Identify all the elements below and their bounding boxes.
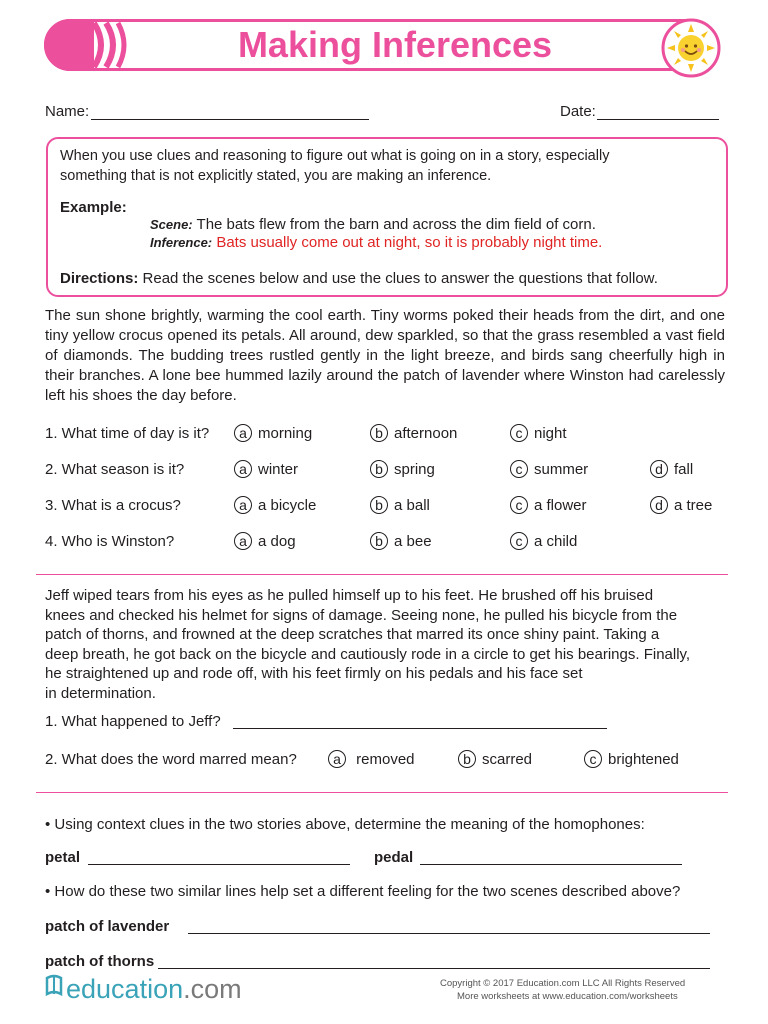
petal-answer[interactable]	[88, 864, 350, 865]
option-letter-circle: b	[370, 532, 388, 550]
option-text: a ball	[394, 497, 430, 514]
copyright-text: Copyright © 2017 Education.com LLC All Rights Reserved	[440, 978, 686, 989]
story1-question-4: 4. Who is Winston?	[45, 533, 175, 550]
story1-q1-option-a[interactable]	[234, 424, 312, 444]
story1-q2-option-a[interactable]	[234, 460, 298, 480]
education-logo-icon	[44, 974, 64, 1008]
option-letter-circle: d	[650, 460, 668, 478]
homophones-prompt: • Using context clues in the two stories above, determine the meaning of the homophones:	[45, 816, 645, 833]
date-field[interactable]	[597, 119, 719, 120]
story1-q2-option-b[interactable]	[370, 460, 435, 480]
feeling-prompt: • How do these two similar lines help set a different feeling for the two scenes described above?	[45, 883, 681, 900]
section-divider-2	[36, 792, 728, 793]
inference-text: Bats usually come out at night, so it is probably night time.	[216, 234, 603, 251]
section-divider-1	[36, 574, 728, 575]
lavender-label: patch of lavender	[45, 918, 170, 935]
story2-q2-option-a[interactable]	[328, 750, 415, 770]
option-letter-circle: b	[370, 496, 388, 514]
story2-line: knees and checked his helmet for signs of damage. Seeing none, he pulled his bicycle from the	[45, 606, 678, 624]
scene-line	[150, 216, 596, 233]
example-label: Example:	[60, 199, 127, 216]
story1-q3-option-a[interactable]	[234, 496, 316, 516]
education-brand: education	[66, 974, 184, 1004]
option-letter-circle: b	[370, 424, 388, 442]
story2-q2-option-c[interactable]	[584, 750, 679, 770]
inference-line	[150, 234, 602, 251]
option-text: morning	[258, 425, 313, 442]
pedal-label: pedal	[374, 849, 414, 866]
option-letter-circle: a	[234, 460, 252, 478]
pedal-answer[interactable]	[420, 864, 682, 865]
directions-label: Directions:	[60, 270, 139, 287]
education-logo	[44, 972, 242, 1008]
option-letter-circle: c	[510, 424, 528, 442]
petal-label: petal	[45, 849, 81, 866]
option-text: a flower	[534, 497, 587, 514]
story2-q2: 2. What does the word marred mean?	[45, 751, 297, 768]
inference-label: Inference:	[150, 235, 213, 250]
option-text: summer	[534, 461, 589, 478]
story1-q1-option-c[interactable]	[510, 424, 567, 444]
option-letter-circle: c	[510, 496, 528, 514]
story2-line: in determination.	[45, 684, 156, 702]
option-text: a tree	[674, 497, 713, 514]
story1-q3-option-c[interactable]	[510, 496, 587, 516]
option-text: winter	[258, 461, 299, 478]
option-text: brightened	[608, 751, 679, 768]
option-text: afternoon	[394, 425, 458, 442]
story1-q4-option-a[interactable]	[234, 532, 296, 552]
option-text: night	[534, 425, 567, 442]
story2-q2-option-b[interactable]	[458, 750, 532, 770]
story1-q3-option-b[interactable]	[370, 496, 430, 516]
story1-q2-option-d[interactable]	[650, 460, 693, 480]
story2-q1: 1. What happened to Jeff?	[45, 713, 221, 730]
option-letter-circle: a	[328, 750, 346, 768]
option-text: a child	[534, 533, 578, 550]
option-text: scarred	[482, 751, 533, 768]
scene-label: Scene:	[150, 217, 193, 232]
directions-line	[60, 270, 658, 287]
story1-q4-option-b[interactable]	[370, 532, 432, 552]
story1-q1-option-b[interactable]	[370, 424, 457, 444]
name-label: Name:	[45, 103, 90, 120]
education-brand-suffix: .com	[183, 974, 242, 1004]
option-letter-circle: a	[234, 532, 252, 550]
story2-line: he straightened up and rode off, with his feet firmly on his pedals and his face set	[45, 665, 583, 682]
lavender-answer[interactable]	[188, 933, 710, 934]
story1-question-2: 2. What season is it?	[45, 461, 185, 478]
directions-text: Read the scenes below and use the clues to answer the questions that follow.	[142, 270, 658, 287]
story1-text: The sun shone brightly, warming the cool earth. Tiny worms poked their heads from the dirt, and one tiny yellow crocus opened its petals. All around, dew sparkled, so that the grass resembled a vast field of diamonds. The budding trees rustled gently in the light breeze, and birds sang cheerfully high in their branches. A lone bee hummed lazily around the patch of lavender where Winston had carelessly left his shoes the day before.	[45, 307, 725, 404]
option-text: removed	[352, 751, 415, 768]
option-letter-circle: a	[234, 496, 252, 514]
sun-icon	[661, 18, 721, 78]
option-text: a dog	[258, 533, 296, 550]
option-text: fall	[674, 461, 694, 478]
option-letter-circle: d	[650, 496, 668, 514]
option-letter-circle: c	[510, 532, 528, 550]
option-letter-circle: a	[234, 424, 252, 442]
story1-q4-option-c[interactable]	[510, 532, 577, 552]
story1-q2-option-c[interactable]	[510, 460, 588, 480]
more-worksheets-text: More worksheets at www.education.com/worksheets	[457, 991, 678, 1002]
date-label: Date:	[560, 103, 596, 120]
story1-question-1: 1. What time of day is it?	[45, 425, 210, 442]
page-title: Making Inferences	[237, 24, 553, 65]
name-field[interactable]	[91, 119, 369, 120]
scene-text: The bats flew from the barn and across the dim field of corn.	[196, 216, 596, 233]
intro-text: When you use clues and reasoning to figure out what is going on in a story, especially something that is not explicitly stated, you are making an inference.	[60, 148, 610, 184]
story1-q3-option-d[interactable]	[650, 496, 712, 516]
banner-stripes	[44, 19, 130, 71]
option-text: a bee	[394, 533, 432, 550]
option-text: a bicycle	[258, 497, 317, 514]
story1-question-3: 3. What is a crocus?	[45, 497, 181, 514]
option-letter-circle: c	[510, 460, 528, 478]
thorns-label: patch of thorns	[45, 953, 155, 970]
option-text: spring	[394, 461, 435, 478]
story2-line: deep breath, he got back on the bicycle and cautiously rode in a circle to get his bearings. Finally,	[45, 645, 691, 663]
story2-line: patch of thorns, and frowned at the deep scratches that marred its once shiny paint. Taking a	[45, 626, 660, 643]
story2-q1-answer[interactable]	[233, 728, 607, 729]
option-letter-circle: b	[458, 750, 476, 768]
option-letter-circle: c	[584, 750, 602, 768]
thorns-answer[interactable]	[158, 968, 710, 969]
option-letter-circle: b	[370, 460, 388, 478]
story2-line: Jeff wiped tears from his eyes as he pulled himself up to his feet. He brushed off his bruised	[45, 587, 654, 604]
